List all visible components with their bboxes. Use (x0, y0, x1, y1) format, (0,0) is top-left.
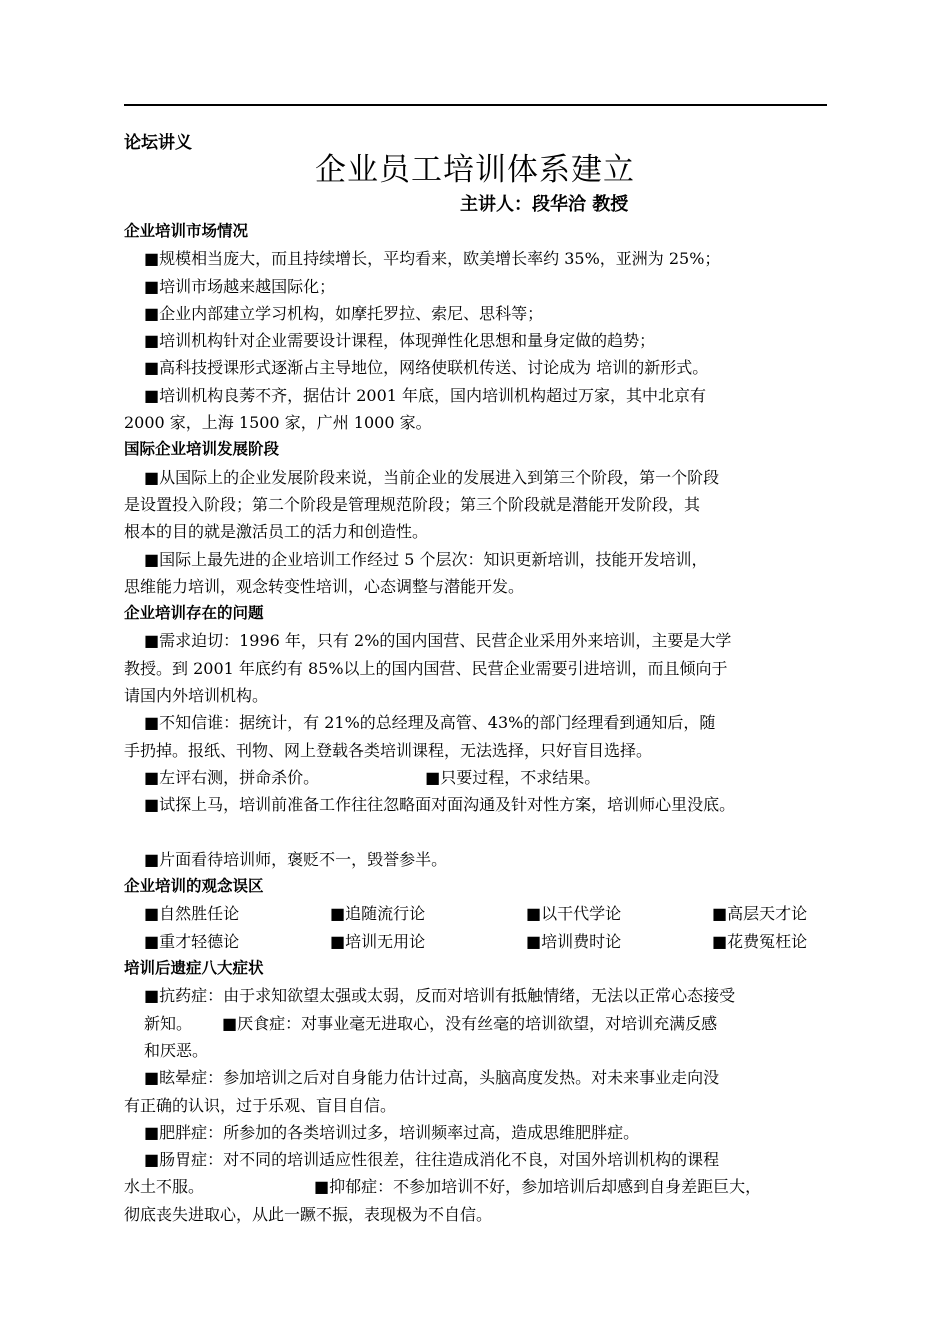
misconception-item: ■高层天才论 (712, 904, 808, 924)
symptom-line: ■肥胖症：所参加的各类培训过多，培训频率过高，造成思维肥胖症。 (144, 1122, 640, 1142)
section-heading-misconceptions: 企业培训的观念误区 (124, 877, 264, 896)
misconception-item: ■以干代学论 (526, 904, 622, 924)
market-item: ■企业内部建立学习机构，如摩托罗拉、索尼、思科等； (144, 303, 544, 323)
intl-paragraph-line: ■从国际上的企业发展阶段来说，当前企业的发展进入到第三个阶段，第一个阶段 (144, 467, 720, 487)
symptom-line (124, 1173, 830, 1200)
market-item: ■培训机构良莠不齐，据估计 2001 年底，国内培训机构超过万家，其中北京有 (144, 385, 707, 405)
problems-paragraph-line: ■不知信谁：据统计，有 21%的总经理及高管、43%的部门经理看到通知后，随 (144, 713, 716, 733)
symptom-line: ■肠胃症：对不同的培训适应性很差，往往造成消化不良，对国外培训机构的课程 (144, 1150, 720, 1170)
intl-paragraph-line: 根本的目的就是激活员工的活力和创造性。 (124, 522, 429, 542)
document-body (124, 218, 830, 1228)
intl-paragraph-line: ■国际上最先进的企业培训工作经过 5 个层次：知识更新培训，技能开发培训， (144, 549, 708, 569)
misconception-item: ■自然胜任论 (144, 904, 240, 924)
document-label: 论坛讲义 (124, 133, 192, 153)
misconceptions-row (124, 928, 830, 955)
misconception-item: ■培训无用论 (330, 931, 426, 951)
section-heading-symptoms: 培训后遗症八大症状 (124, 959, 264, 978)
symptom-line: ■抗药症：由于求知欲望太强或太弱，反而对培训有抵触情绪，无法以正常心态接受 (144, 986, 736, 1006)
symptom-fragment: ■厌食症：对事业毫无进取心，没有丝毫的培训欲望，对培训充满反感 (222, 1013, 718, 1033)
market-item-continuation: 2000 家，上海 1500 家，广州 1000 家。 (124, 413, 432, 433)
market-item: ■高科技授课形式逐渐占主导地位，网络使联机传送、讨论成为 培训的新形式。 (144, 358, 709, 378)
speaker-line: 主讲人：段华洽 教授 (460, 194, 629, 215)
problems-pair-line (124, 764, 830, 791)
section-heading-problems: 企业培训存在的问题 (124, 604, 264, 623)
misconception-item: ■花费冤枉论 (712, 931, 808, 951)
market-item: ■规模相当庞大，而且持续增长，平均看来，欧美增长率约 35%，亚洲为 25%； (144, 249, 721, 269)
page-title: 企业员工培训体系建立 (315, 152, 635, 188)
problems-paragraph-line: 手扔掉。报纸、刊物、网上登载各类培训课程，无法选择，只好盲目选择。 (124, 740, 653, 760)
symptom-line: 彻底丧失进取心，从此一蹶不振，表现极为不自信。 (124, 1204, 493, 1224)
symptom-line (124, 1010, 830, 1037)
header-rule (124, 104, 827, 106)
problems-item-a: ■左评右测，拼命杀价。 (144, 767, 320, 787)
section-heading-intl: 国际企业培训发展阶段 (124, 440, 280, 459)
symptom-line: ■眩晕症：参加培训之后对自身能力估计过高，头脑高度发热。对未来事业走向没 (144, 1068, 720, 1088)
intl-paragraph-line: 是设置投入阶段；第二个阶段是管理规范阶段；第三个阶段就是潜能开发阶段，其 (124, 494, 701, 514)
symptom-fragment: ■抑郁症：不参加培训不好，参加培训后却感到自身差距巨大， (314, 1177, 762, 1197)
misconception-item: ■追随流行论 (330, 904, 426, 924)
problems-item: ■片面看待培训师，褒贬不一，毁誉参半。 (144, 849, 448, 869)
market-item: ■培训市场越来越国际化； (144, 276, 336, 296)
symptom-fragment: 水土不服。 (124, 1177, 205, 1197)
blank-line (124, 819, 830, 846)
symptom-line: 有正确的认识，过于乐观、盲目自信。 (124, 1095, 397, 1115)
symptom-line: 和厌恶。 (144, 1040, 209, 1060)
market-item: ■培训机构针对企业需要设计课程，体现弹性化思想和量身定做的趋势； (144, 331, 656, 351)
symptom-fragment: 新知。 (144, 1013, 193, 1033)
misconception-item: ■重才轻德论 (144, 931, 240, 951)
problems-item-b: ■只要过程，不求结果。 (425, 767, 601, 787)
misconception-item: ■培训费时论 (526, 931, 622, 951)
intl-paragraph-line: 思维能力培训，观念转变性培训，心态调整与潜能开发。 (124, 576, 525, 596)
problems-paragraph-line: ■需求迫切：1996 年，只有 2%的国内国营、民营企业采用外来培训，主要是大学 (144, 631, 732, 651)
section-heading-market: 企业培训市场情况 (124, 222, 249, 240)
problems-paragraph-line: 教授。到 2001 年底约有 85%以上的国内国营、民营企业需要引进培训，而且倾向于 (124, 658, 728, 678)
problems-item: ■试探上马，培训前准备工作往往忽略面对面沟通及针对性方案，培训师心里没底。 (144, 795, 736, 815)
misconceptions-row (124, 900, 830, 927)
problems-paragraph-line: 请国内外培训机构。 (124, 686, 269, 706)
